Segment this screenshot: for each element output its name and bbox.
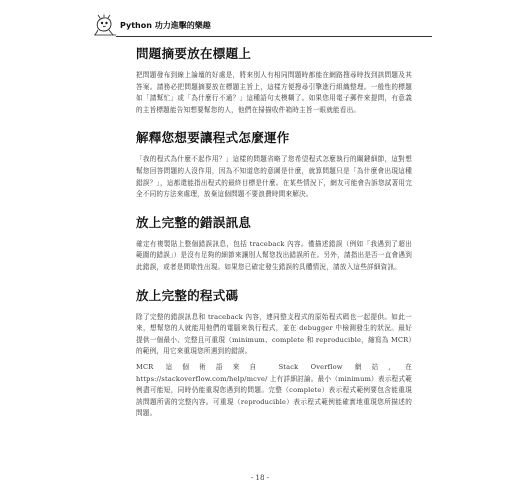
section-title-summary: 問題摘要放在標題上 (136, 46, 252, 61)
main-content (136, 46, 412, 420)
header-title: Python 功力進擊的樂趣 (120, 21, 211, 30)
section-paragraph: 除了完整的錯誤訊息和 traceback 內容，連同整支程式的原始程式碼也一起提供。如此一來，想幫您的人就能用他們的電腦來執行程式，並在 debugger 中檢測發生的狀況。最好提供一個最小、完整且可重現（minimum、complete 和 reproducible，縮寫為 MCR）的範例，用它來重現您所遇到的錯誤。 (136, 312, 412, 356)
section-paragraph: MCR 這個術語來自 Stack Overflow 網站，在 https://stackoverflow.com/help/mcve/ 上有詳細討論。最小（minimum）表示程式範例盡可能短，同時仍能重現您遇到的問題。完整（complete）表示程式範例要包含能重現該問題所需的完整內容。可重現（reproducible）表示程式範例能確實地重現您所描述的問題。 (136, 362, 412, 418)
section-title-explain: 解釋您想要讓程式怎麼運作 (136, 130, 290, 146)
section-paragraph: 「我的程式為什麼不起作用？」這樣的問題省略了您希望程式怎麼執行的關鍵細節，這對想幫您回答問題的人沒作用，因為不知道您的意圖是什麼，就算問題只是「為什麼會出現這種錯誤？」，這都還能指出程式的最終目標是什麼。在某些情況下，網友可能會告訴您試著用完全不同的方法來處理，放棄這個問題不要浪費時間來解決。 (136, 155, 412, 199)
section-title-error-message: 放上完整的錯誤訊息 (136, 214, 252, 230)
section-paragraph: 把問題發布到線上論壇的好處是，將來別人有相同問題時都能在網路搜尋時找到該問題及其答案。請務必把問題摘要放在標題主旨上，這樣方便搜尋引擎進行組織整理。一般性的標題如「請幫忙」或「為什麼行不通？」這種語句太模糊了。如果您用電子郵件來提問，有意義的主旨標題能告知想要幫您的人，他們在掃描收件箱時主旨一眼就能看出。 (136, 71, 412, 114)
page-number: - 18 - (250, 474, 270, 482)
running-header (92, 14, 432, 38)
section-paragraph: 確定有複製貼上整個錯誤訊息，包括 traceback 內容。僅描述錯誤（例如「我遇到了超出範圍的錯誤」）是沒有足夠的細節來讓別人幫您找出錯誤所在。另外，請指出是否一直會遇到此錯誤，或者是間歇性出現。如果您已確定發生錯誤的具體情況，請放入這些詳細資訊。 (136, 239, 412, 271)
section-title-full-code: 放上完整的程式碼 (136, 287, 239, 303)
header-rule (116, 36, 432, 37)
mascot-icon (92, 14, 118, 38)
